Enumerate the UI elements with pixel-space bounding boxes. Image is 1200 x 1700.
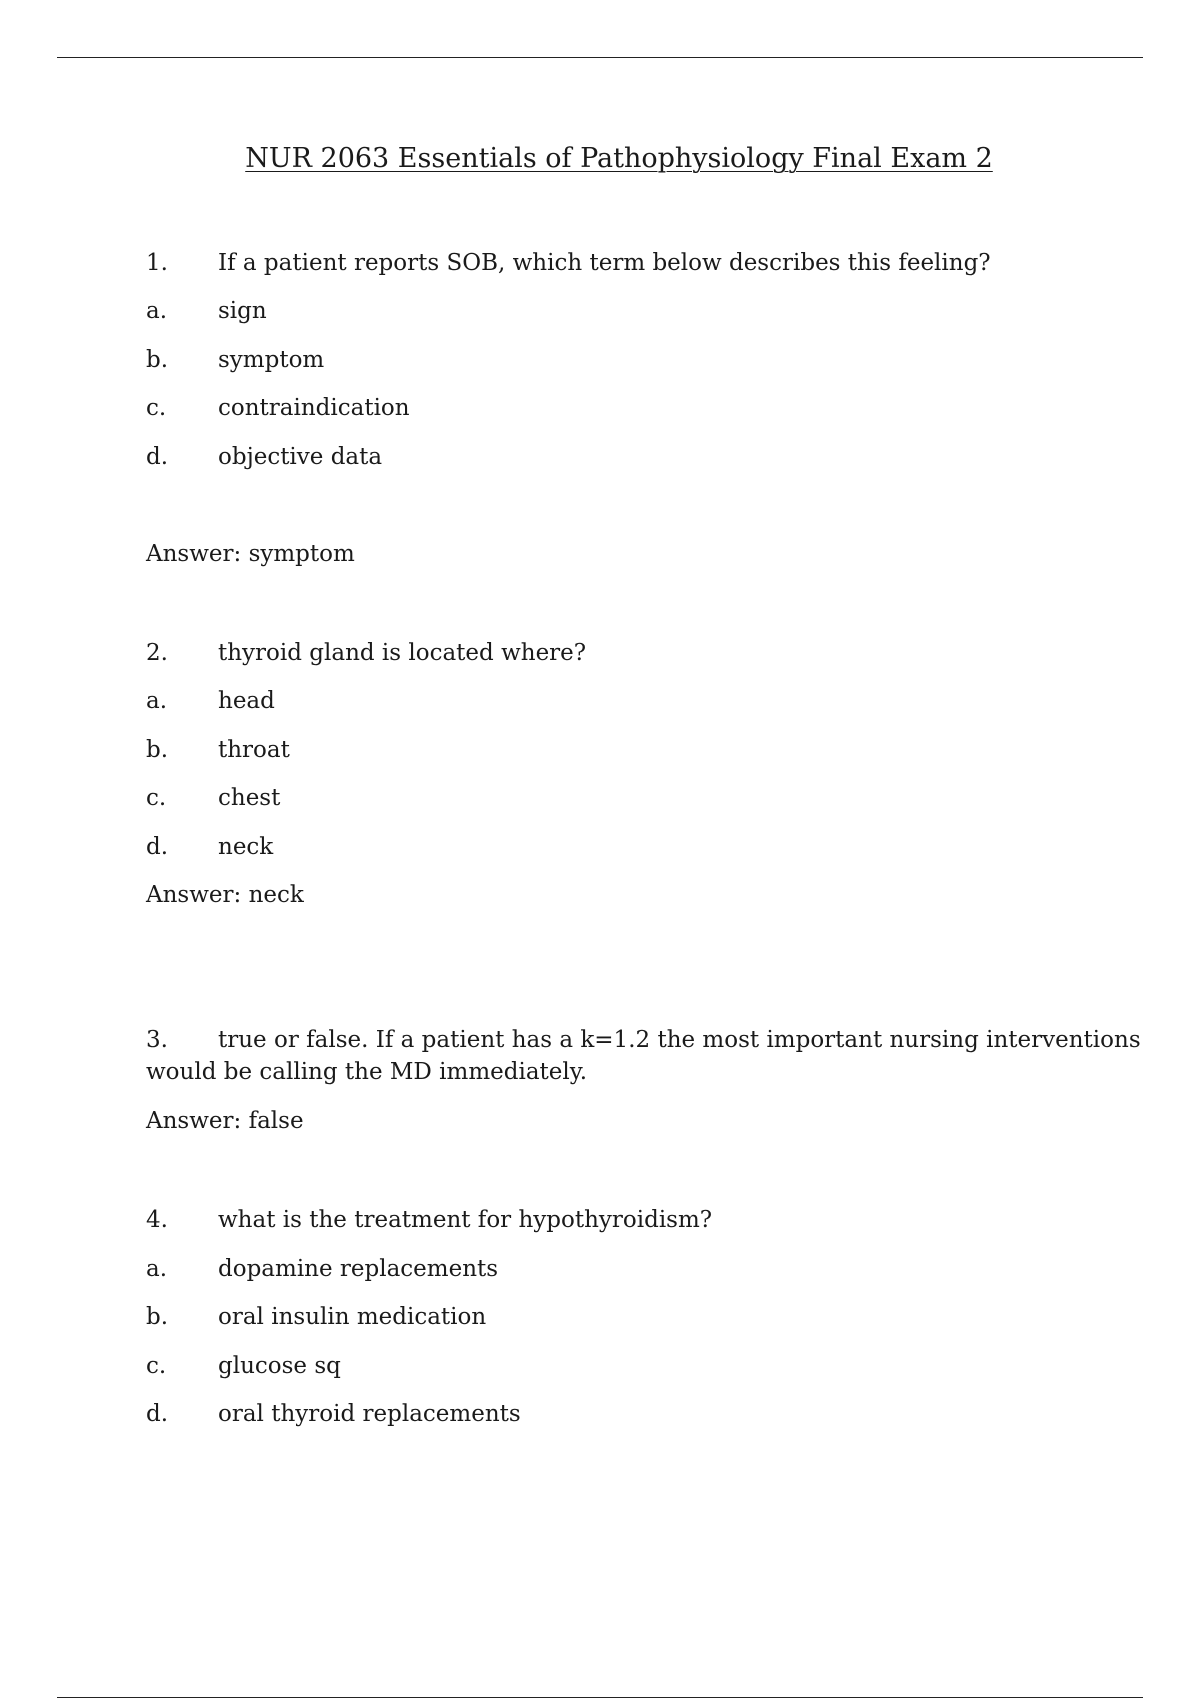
option-letter: b. bbox=[146, 347, 169, 373]
option-text: oral thyroid replacements bbox=[218, 1401, 521, 1427]
option-text: chest bbox=[218, 785, 281, 811]
option-text: head bbox=[218, 688, 275, 714]
option-text: throat bbox=[218, 737, 290, 763]
option-1a bbox=[146, 295, 267, 327]
option-4d bbox=[146, 1398, 521, 1430]
question-3 bbox=[146, 1024, 1141, 1088]
question-3-line-1 bbox=[146, 1024, 1141, 1056]
question-4 bbox=[146, 1204, 712, 1236]
question-text: If a patient reports SOB, which term below describes this feeling? bbox=[218, 250, 991, 276]
option-2d bbox=[146, 831, 273, 863]
option-text: sign bbox=[218, 298, 267, 324]
option-letter: c. bbox=[146, 395, 167, 421]
question-text: thyroid gland is located where? bbox=[218, 640, 587, 666]
option-letter: c. bbox=[146, 1353, 167, 1379]
option-text: symptom bbox=[218, 347, 325, 373]
option-text: dopamine replacements bbox=[218, 1256, 499, 1282]
option-text: objective data bbox=[218, 444, 383, 470]
option-text: neck bbox=[218, 834, 274, 860]
option-letter: a. bbox=[146, 688, 168, 714]
answer-1: Answer: symptom bbox=[146, 541, 355, 567]
answer-2: Answer: neck bbox=[146, 882, 304, 908]
bottom-rule bbox=[57, 1697, 1143, 1698]
option-text: oral insulin medication bbox=[218, 1304, 487, 1330]
question-number: 1. bbox=[146, 250, 168, 276]
question-text: true or false. If a patient has a k=1.2 the most important nursing interventions bbox=[218, 1027, 1141, 1053]
option-letter: a. bbox=[146, 1256, 168, 1282]
question-1 bbox=[146, 247, 991, 279]
question-3-line-2: would be calling the MD immediately. bbox=[146, 1059, 588, 1085]
option-4a bbox=[146, 1253, 498, 1285]
option-2b bbox=[146, 734, 290, 766]
option-1c bbox=[146, 392, 410, 424]
option-2a bbox=[146, 685, 275, 717]
option-2c bbox=[146, 782, 280, 814]
question-text: what is the treatment for hypothyroidism? bbox=[218, 1207, 713, 1233]
option-1b bbox=[146, 344, 324, 376]
question-2 bbox=[146, 637, 586, 669]
page-title: NUR 2063 Essentials of Pathophysiology Final Exam 2 bbox=[245, 143, 993, 174]
answer-3: Answer: false bbox=[146, 1108, 304, 1134]
question-number: 3. bbox=[146, 1027, 168, 1053]
option-letter: d. bbox=[146, 444, 169, 470]
option-4b bbox=[146, 1301, 486, 1333]
option-letter: b. bbox=[146, 737, 169, 763]
option-letter: d. bbox=[146, 1401, 169, 1427]
option-letter: b. bbox=[146, 1304, 169, 1330]
question-number: 2. bbox=[146, 640, 168, 666]
option-letter: c. bbox=[146, 785, 167, 811]
option-letter: a. bbox=[146, 298, 168, 324]
option-letter: d. bbox=[146, 834, 169, 860]
option-text: glucose sq bbox=[218, 1353, 341, 1379]
option-4c bbox=[146, 1350, 341, 1382]
top-rule bbox=[57, 57, 1143, 58]
option-text: contraindication bbox=[218, 395, 410, 421]
option-1d bbox=[146, 441, 382, 473]
question-number: 4. bbox=[146, 1207, 168, 1233]
